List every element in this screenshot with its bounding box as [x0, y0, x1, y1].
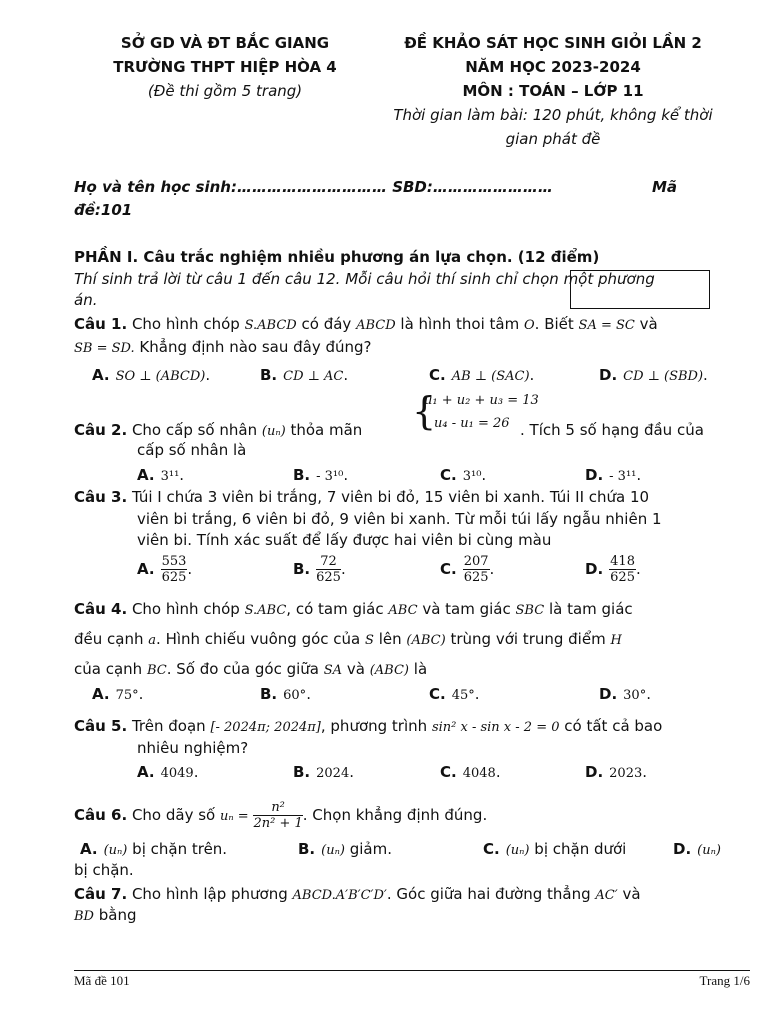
fraction: [316, 554, 341, 585]
option-key: A.: [92, 685, 110, 703]
question-2-cont: cấp số nhân là: [137, 441, 247, 459]
school-year: NĂM HỌC 2023-2024: [465, 58, 641, 76]
q-text: Túi I chứa 3 viên bi trắng, 7 viên bi đỏ, 15 viên bi xanh. Túi II chứa 10: [131, 488, 650, 506]
q6-option-d[interactable]: [673, 840, 721, 858]
question-label: Câu 6.: [74, 806, 128, 824]
school-name: TRƯỜNG THPT HIỆP HÒA 4: [113, 58, 337, 76]
q3-option-d[interactable]: D. $\frac{418}{625}$ .: [585, 554, 641, 585]
option-value: 30°: [623, 688, 647, 703]
footer-exam-code: Mã đề 101: [74, 973, 130, 988]
q-text: Cho hình lập phương: [131, 885, 288, 903]
denominator: 625: [463, 570, 489, 585]
math: AC′: [595, 888, 618, 903]
option-value: - 3¹¹: [609, 469, 637, 484]
math: (uₙ): [261, 424, 286, 439]
question-7-cont: [74, 906, 738, 924]
denominator: 2n² + 1: [253, 816, 303, 831]
option-key: D.: [599, 366, 618, 384]
q2-option-c[interactable]: C. 3¹⁰.: [440, 466, 487, 484]
option-key: D.: [599, 685, 618, 703]
q-text: , phương trình: [320, 717, 428, 735]
option-value: 4048: [462, 766, 496, 781]
option-key: C.: [440, 560, 457, 578]
system-eq-1: u₁ + u₂ + u₃ = 13: [424, 393, 539, 408]
option-key: B.: [293, 560, 311, 578]
q6-option-a[interactable]: [80, 840, 227, 858]
q6-option-d-text: bị chặn.: [74, 861, 134, 879]
option-value: 3¹¹: [160, 469, 180, 484]
q1-option-a[interactable]: A. SO ⊥ (ABCD).: [92, 366, 211, 384]
fraction: [609, 554, 636, 585]
question-3: [74, 488, 738, 506]
math: BD: [74, 909, 94, 924]
q-text: có tất cả bao: [564, 717, 663, 735]
fraction: [253, 800, 302, 831]
option-math: (uₙ): [505, 843, 530, 858]
q-text: . Hình chiếu vuông góc của: [156, 630, 361, 648]
fraction: [161, 554, 188, 585]
fraction: [463, 554, 490, 585]
question-label: Câu 2.: [74, 421, 128, 439]
question-3-line3: viên bi. Tính xác suất để lấy được hai viên bi cùng màu: [137, 531, 552, 549]
math: ABCD.A′B′C′D′: [292, 888, 387, 903]
page-footer: [74, 970, 750, 989]
q-text: . Biết: [534, 315, 574, 333]
denominator: 625: [316, 570, 341, 585]
option-value: 3¹⁰: [462, 469, 482, 484]
math: ABC: [388, 603, 418, 618]
question-6: [74, 800, 738, 831]
option-key: C.: [429, 366, 446, 384]
math: uₙ =: [220, 809, 249, 824]
q-text: và: [346, 660, 365, 678]
q-text: trùng với trung điểm: [450, 630, 606, 648]
option-key: C.: [483, 840, 500, 858]
option-key: D.: [585, 763, 604, 781]
math: O: [523, 318, 535, 333]
math: a: [148, 633, 157, 648]
numerator: 72: [316, 554, 341, 570]
math: SA = SC: [578, 318, 635, 333]
exam-code: đề:101: [74, 201, 133, 219]
option-key: B.: [260, 366, 278, 384]
numerator: n²: [253, 800, 302, 816]
question-1: [74, 315, 738, 333]
q4-option-b[interactable]: B. 60°.: [260, 685, 311, 703]
math: H: [610, 633, 622, 648]
denominator: 625: [610, 570, 635, 585]
subject: MÔN : TOÁN – LỚP 11: [462, 82, 644, 100]
math: ABCD: [356, 318, 396, 333]
option-key: D.: [585, 560, 604, 578]
q-text: . Số đo của góc giữa: [166, 660, 319, 678]
option-value: 60°: [283, 688, 307, 703]
footer-page-number: Trang 1/6: [699, 973, 750, 988]
q-text: Cho hình chóp: [131, 315, 240, 333]
option-key: C.: [429, 685, 446, 703]
q5-option-b[interactable]: B. 2024.: [293, 763, 355, 781]
option-key: D.: [585, 466, 604, 484]
exam-code-label: Mã: [652, 178, 678, 196]
question-7: [74, 885, 738, 903]
question-5-cont: nhiêu nghiệm?: [137, 739, 249, 757]
option-value: CD ⊥ (SBD): [623, 369, 704, 384]
math: SBC: [515, 603, 545, 618]
math: S: [365, 633, 374, 648]
answer-box: [570, 270, 710, 309]
option-key: C.: [440, 763, 457, 781]
math: S.ABC: [244, 603, 287, 618]
question-4: [74, 600, 738, 618]
q-text: và: [622, 885, 641, 903]
q5-option-d[interactable]: D. 2023.: [585, 763, 648, 781]
option-key: A.: [137, 763, 155, 781]
question-label: Câu 7.: [74, 885, 128, 903]
q-text: của cạnh: [74, 660, 143, 678]
option-value: 2024: [316, 766, 350, 781]
q-text: Khẳng định nào sau đây đúng?: [139, 338, 372, 356]
question-label: Câu 5.: [74, 717, 128, 735]
q-text: , có tam giác: [286, 600, 384, 618]
option-key: D.: [673, 840, 692, 858]
question-3-line2: viên bi trắng, 6 viên bi đỏ, 9 viên bi xanh. Từ mỗi túi lấy ngẫu nhiên 1: [137, 510, 662, 528]
q-text: và tam giác: [422, 600, 511, 618]
math: sin² x - sin x - 2 = 0: [431, 720, 560, 735]
option-value: bị chặn trên.: [132, 840, 228, 858]
option-value: 75°: [115, 688, 139, 703]
part1-instruction: Thí sinh trả lời từ câu 1 đến câu 12. Mỗi câu hỏi thí sinh chỉ chọn một phương: [74, 270, 655, 288]
q-text: đều cạnh: [74, 630, 144, 648]
math: SB = SD.: [74, 341, 135, 356]
math: (ABC): [369, 663, 409, 678]
numerator: 207: [463, 554, 489, 569]
q3-option-b[interactable]: B. $\frac{72}{625}$ .: [293, 554, 346, 585]
q6-option-c[interactable]: [483, 840, 626, 858]
page-count-note: (Đề thi gồm 5 trang): [147, 82, 303, 100]
math: S.ABCD: [244, 318, 297, 333]
q4-option-c[interactable]: C. 45°.: [429, 685, 480, 703]
math: BC: [146, 663, 167, 678]
q2-option-d[interactable]: D. - 3¹¹.: [585, 466, 642, 484]
math: (ABC): [406, 633, 446, 648]
time-note: Thời gian làm bài: 120 phút, không kể thời: [393, 106, 713, 124]
q-text: lên: [378, 630, 402, 648]
school-department: SỞ GD VÀ ĐT BẮC GIANG: [120, 34, 330, 52]
q-text: là: [413, 660, 428, 678]
q-text: thỏa mãn: [290, 421, 363, 439]
part1-title: PHẦN I. Câu trắc nghiệm nhiều phương án lựa chọn. (12 điểm): [74, 248, 600, 266]
option-value: bị chặn dưới: [534, 840, 627, 858]
student-info-line: Họ và tên học sinh:………………………… SBD:……………………: [74, 178, 553, 196]
time-note-cont: gian phát đề: [505, 130, 601, 148]
option-value: 2023: [609, 766, 643, 781]
math: [- 2024π; 2024π]: [210, 720, 321, 735]
option-value: giảm.: [349, 840, 392, 858]
question-4-line2: [74, 630, 738, 648]
option-key: B.: [293, 763, 311, 781]
option-key: A.: [137, 560, 155, 578]
question-label: Câu 1.: [74, 315, 128, 333]
q2-option-a[interactable]: A. 3¹¹.: [137, 466, 185, 484]
option-math: (uₙ): [103, 843, 128, 858]
option-value: SO ⊥ (ABCD): [115, 369, 206, 384]
option-value: CD ⊥ AC: [283, 369, 344, 384]
option-key: A.: [80, 840, 98, 858]
option-math: (uₙ): [321, 843, 345, 858]
q4-option-d[interactable]: D. 30°.: [599, 685, 651, 703]
math: SA: [323, 663, 343, 678]
q-text: Cho hình chóp: [131, 600, 240, 618]
denominator: 625: [161, 570, 187, 585]
q-text: và: [639, 315, 658, 333]
q3-option-a[interactable]: A. $\frac{553}{625}$ .: [137, 554, 193, 585]
q2-option-b[interactable]: B. - 3¹⁰.: [293, 466, 349, 484]
question-4-line3: [74, 660, 738, 678]
question-label: Câu 3.: [74, 488, 128, 506]
q4-option-a[interactable]: A. 75°.: [92, 685, 144, 703]
numerator: 553: [161, 554, 187, 569]
q5-option-a[interactable]: A. 4049.: [137, 763, 199, 781]
question-label: Câu 4.: [74, 600, 128, 618]
q-text: là tam giác: [548, 600, 633, 618]
q1-option-b[interactable]: B. CD ⊥ AC.: [260, 366, 349, 384]
q6-option-b[interactable]: [298, 840, 392, 858]
q5-option-c[interactable]: C. 4048.: [440, 763, 501, 781]
option-key: B.: [298, 840, 316, 858]
option-key: B.: [293, 466, 311, 484]
q-text: . Chọn khẳng định đúng.: [302, 806, 488, 824]
question-1-cont: [74, 338, 738, 356]
question-2-tail: . Tích 5 số hạng đầu của: [520, 421, 704, 439]
question-5: [74, 717, 738, 735]
q-text: Trên đoạn: [131, 717, 206, 735]
q3-option-c[interactable]: C. $\frac{207}{625}$ .: [440, 554, 495, 585]
option-value: - 3¹⁰: [316, 469, 344, 484]
option-key: B.: [260, 685, 278, 703]
system-eq-2: u₄ - u₁ = 26: [434, 416, 510, 431]
exam-title: ĐỀ KHẢO SÁT HỌC SINH GIỎI LẦN 2: [404, 34, 702, 52]
option-key: A.: [92, 366, 110, 384]
option-value: 45°: [451, 688, 475, 703]
option-key: A.: [137, 466, 155, 484]
q1-option-d[interactable]: D. CD ⊥ (SBD).: [599, 366, 708, 384]
q-text: . Góc giữa hai đường thẳng: [386, 885, 591, 903]
system-brace: {: [412, 389, 437, 433]
option-value: 4049: [160, 766, 194, 781]
q-text: có đáy: [301, 315, 352, 333]
option-value: AB ⊥ (SAC): [451, 369, 530, 384]
option-key: C.: [440, 466, 457, 484]
q-text: Cho cấp số nhân: [131, 421, 258, 439]
q-text: Cho dãy số: [131, 806, 216, 824]
q1-option-c[interactable]: C. AB ⊥ (SAC).: [429, 366, 535, 384]
numerator: 418: [610, 554, 635, 569]
q-text: là hình thoi tâm: [400, 315, 520, 333]
part1-instruction-cont: án.: [74, 291, 98, 309]
q-text: bằng: [98, 906, 137, 924]
option-math: (uₙ): [697, 843, 721, 858]
